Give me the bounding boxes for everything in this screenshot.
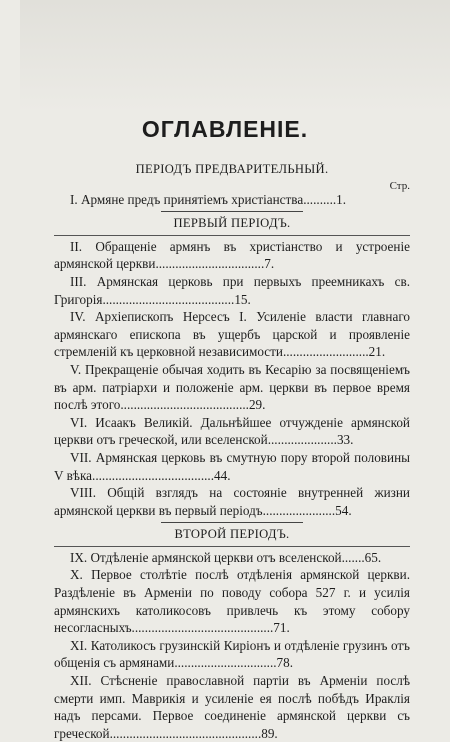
toc-entry: IX. Отдѣленіе армянской церкви отъ вселенской.......65. xyxy=(70,549,382,565)
divider xyxy=(161,211,303,212)
page-column-label: Стр. xyxy=(389,179,410,192)
toc-entry: VIII. Общій взглядъ на состояніе внутренней жизни армянской церкви въ первый періодъ......................54. xyxy=(54,485,410,518)
toc-entry: VII. Армянская церковь въ смутную пору второй половины V вѣка.....................................44. xyxy=(54,449,410,483)
divider xyxy=(161,522,303,523)
part-heading-preliminary: ПЕРІОДЪ ПРЕДВАРИТЕЛЬНЫЙ. xyxy=(135,162,329,176)
bleed-through-shadow xyxy=(20,0,450,112)
toc-entry: XII. Стѣсненіе православной партіи въ Арменіи послѣ смерти имп. Маврикія и усиленіе ея послѣ побѣдъ Ираклія надъ персами. Первое соединеніе армянской церкви съ греческой..............................................89. xyxy=(54,673,410,741)
divider xyxy=(54,546,410,547)
toc-entry: X. Первое столѣтіе послѣ отдѣленія армянской церкви. Раздѣленіе въ Арменіи по поводу собора 527 г. и усилія армянскихъ католикосовъ привлечь къ этому собору несогласныхъ...........................................71. xyxy=(54,567,410,636)
toc-entry: IV. Архіепископъ Нерсесъ I. Усиленіе власти главнаго армянскаго епископа въ ущербъ царской и проявленіе стремленій къ церковной независимости..........................21. xyxy=(54,309,410,360)
toc-entry: XI. Католикосъ грузинскій Киріонъ и отдѣленіе грузинъ отъ общенія съ армянами...............................78. xyxy=(54,637,410,671)
toc-entry: V. Прекращеніе обычая ходить въ Кесарію за посвященіемъ въ арм. патріархи и положеніе арм. церкви въ первое время послѣ этого.......................................29. xyxy=(54,361,410,413)
toc-entry: II. Обращеніе армянъ въ христіанство и устроеніе армянской церкви.................................7. xyxy=(54,238,410,272)
page-title: ОГЛАВЛЕНІЕ. xyxy=(141,116,309,142)
toc-entry: III. Армянская церковь при первыхъ преемникахъ св. Григорія........................................15. xyxy=(54,273,410,307)
divider xyxy=(54,235,410,236)
table-of-contents xyxy=(54,158,410,742)
toc-entry: I. Армяне предъ принятіемъ христіанства..........1. xyxy=(70,191,347,207)
part-heading-second: ВТОРОЙ ПЕРІОДЪ. xyxy=(174,527,290,542)
toc-entry: VI. Исаакъ Великій. Дальнѣйшее отчужденіе армянской церкви отъ греческой, или вселенской.....................33. xyxy=(54,414,410,448)
part-heading-first: ПЕРВЫЙ ПЕРІОДЪ. xyxy=(173,216,291,231)
